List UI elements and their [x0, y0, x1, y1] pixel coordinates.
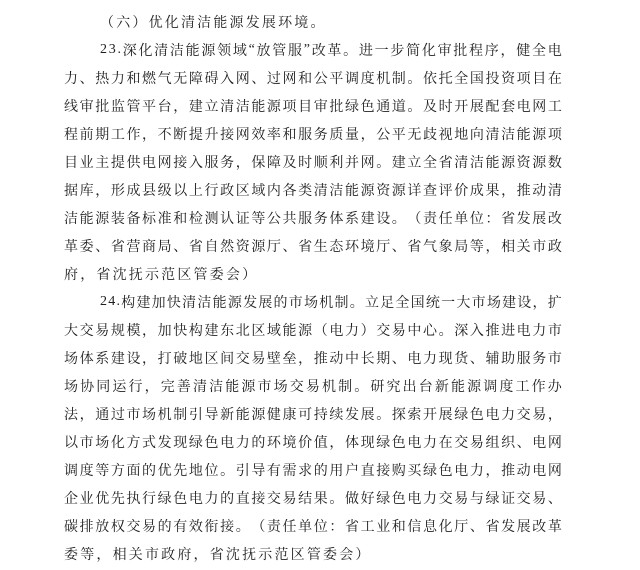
text-line: 调 度 等 方 面 的 优 先 地 位 。 引 导 有 需 求 的 用 户 直 接 购 买 绿 色 电 力 ， 推 动 电 网: [64, 464, 562, 479]
text-line: 洁 能 源 装 备 标 准 和 检 测 认 证 等 公 共 服 务 体 系 建 设 。 （ 责 任 单 位 ： 省 发 展 改: [64, 212, 562, 227]
text-line: 革 委 、 省 营 商 局 、 省 自 然 资 源 厅 、 省 生 态 环 境 厅 、 省 气 象 局 等 ， 相 关 市 政: [64, 240, 562, 255]
text-line: 程 前 期 工 作 ， 不 断 提 升 接 网 效 率 和 服 务 质 量 ， 公 平 无 歧 视 地 向 清 洁 能 源 项: [64, 128, 562, 143]
text-line: 法 ， 通 过 市 场 机 制 引 导 新 能 源 健 康 可 持 续 发 展 。 探 索 开 展 绿 色 电 力 交 易 ，: [64, 408, 562, 423]
text-line: 碳 排 放 权 交 易 的 有 效 衔 接 。 （ 责 任 单 位 ： 省 工 业 和 信 息 化 厅 、 省 发 展 改 革: [64, 520, 562, 535]
text-line: 以 市 场 化 方 式 发 现 绿 色 电 力 的 环 境 价 值 ， 体 现 绿 色 电 力 在 交 易 组 织 、 电 网: [64, 436, 562, 451]
document-body: [64, 8, 562, 568]
text-line: 场 协 同 运 行 ， 完 善 清 洁 能 源 市 场 交 易 机 制 。 研 究 出 台 新 能 源 调 度 工 作 办: [64, 380, 562, 395]
text-line: （ 六 ） 优 化 清 洁 能 源 发 展 环 境 。: [100, 16, 325, 31]
text-line: 线 审 批 监 管 平 台 ， 建 立 清 洁 能 源 项 目 审 批 绿 色 通 道 。 及 时 开 展 配 套 电 网 工: [64, 100, 562, 115]
text-line: 目 业 主 提 供 电 网 接 入 服 务 ， 保 障 及 时 顺 利 并 网 。 建 立 全 省 清 洁 能 源 资 源 数: [64, 156, 562, 171]
text-line: 大 交 易 规 模 ， 加 快 构 建 东 北 区 域 能 源 （ 电 力 ） 交 易 中 心 。 深 入 推 进 电 力 市: [64, 324, 562, 339]
text-line: 2 4 . 构 建 加 快 清 洁 能 源 发 展 的 市 场 机 制 。 立 足 全 国 统 一 大 市 场 建 设 ， 扩: [100, 294, 562, 311]
text-line: 据 库 ， 形 成 县 级 以 上 行 政 区 域 内 各 类 清 洁 能 源 资 源 详 查 评 价 成 果 ， 推 动 清: [64, 184, 562, 199]
text-line: 场 体 系 建 设 ， 打 破 地 区 间 交 易 壁 垒 ， 推 动 中 长 期 、 电 力 现 货 、 辅 助 服 务 市: [64, 352, 562, 367]
text-line: 企 业 优 先 执 行 绿 色 电 力 的 直 接 交 易 结 果 。 做 好 绿 色 电 力 交 易 与 绿 证 交 易 、: [64, 492, 562, 507]
text-line: 委 等 ， 相 关 市 政 府 ， 省 沈 抚 示 范 区 管 委 会 ）: [64, 548, 370, 563]
text-line: 府 ， 省 沈 抚 示 范 区 管 委 会 ）: [64, 268, 257, 283]
text-line: 2 3 . 深 化 清 洁 能 源 领 域 “ 放 管 服 ” 改 革 。 进 一 步 简 化 审 批 程 序 ， 健 全 电: [100, 42, 562, 59]
text-line: 力 、 热 力 和 燃 气 无 障 碍 入 网 、 过 网 和 公 平 调 度 机 制 。 依 托 全 国 投 资 项 目 在: [64, 72, 562, 87]
